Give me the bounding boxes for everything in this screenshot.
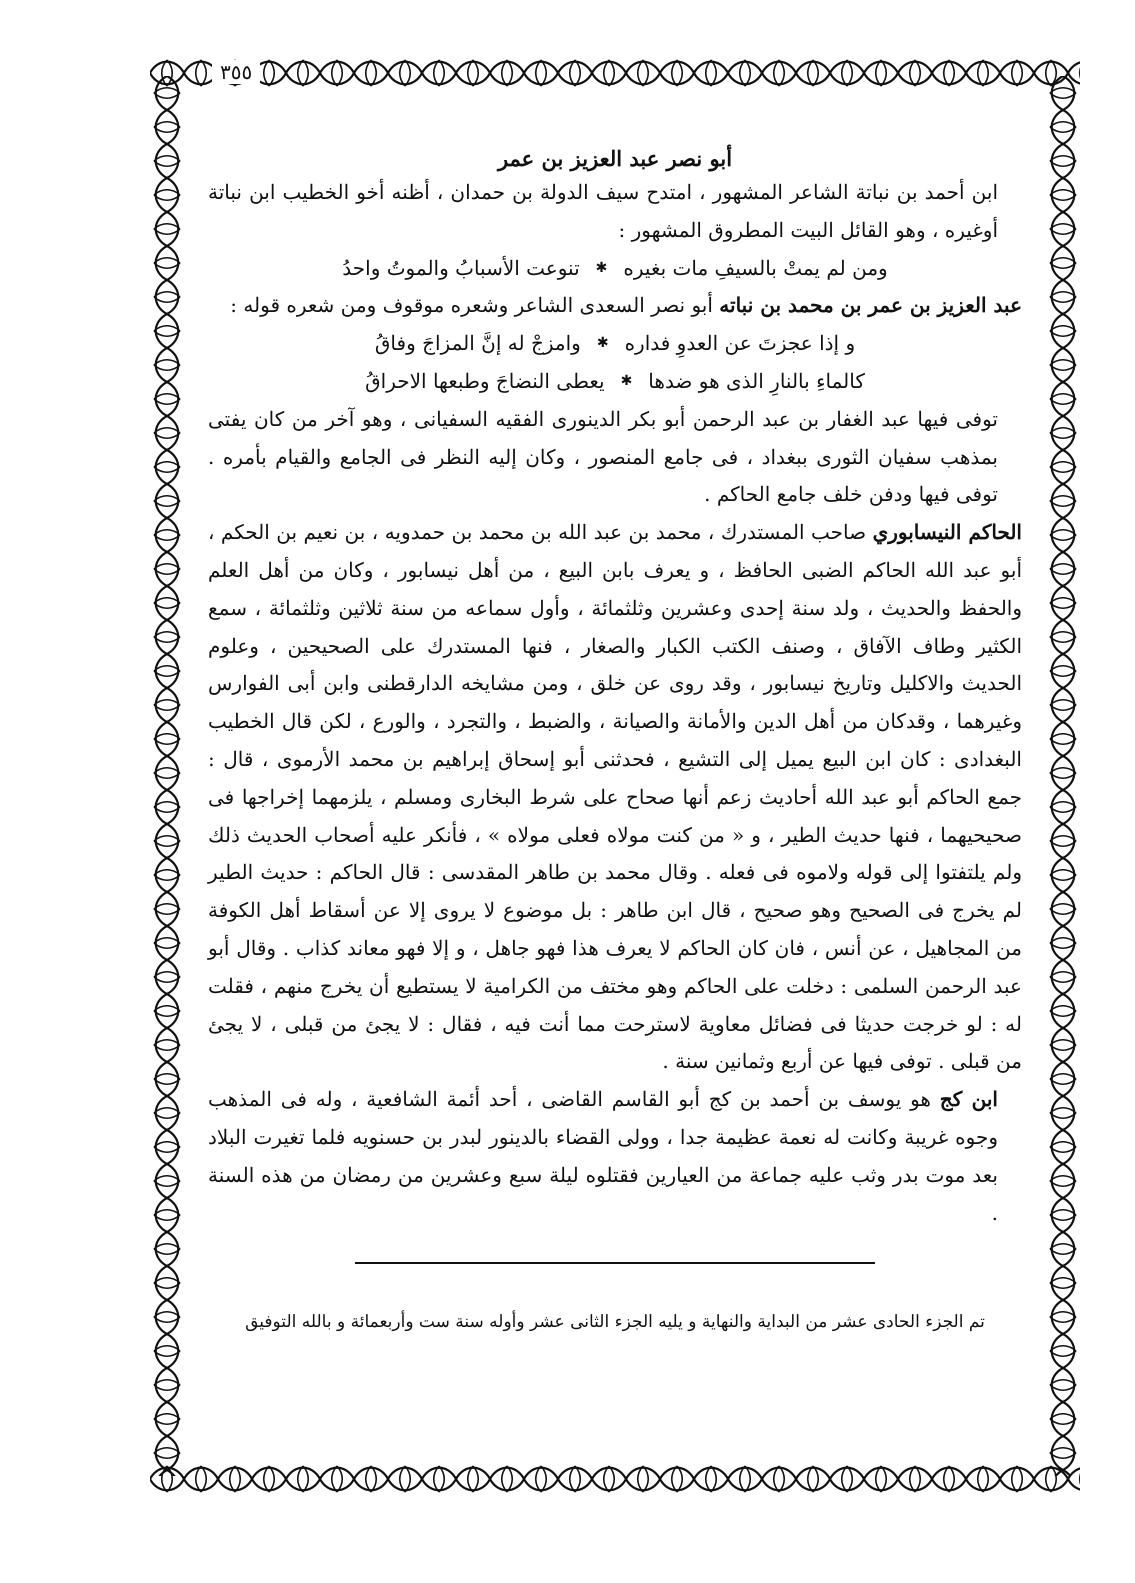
ornamental-border-left — [150, 76, 184, 1476]
paragraph-4-text: صاحب المستدرك ، محمد بن عبد الله بن محمد بن حمدويه ، بن نعيم بن الحكم ، أبو عبد الله الحاكم الضبى الحافظ ، و يعرف بابن البيع ، من أهل نيسابور ، وكان من أهل العلم والحفظ والحديث ، ولد سنة إحدى وعشرين وثلثمائة ، وأول سماعه من سنة ثلاثين وثلثمائة ، سمع الكثير وطاف الآفاق ، وصنف الكتب الكبار والصغار ، فنها المستدرك على الصحيحين ، وعلوم الحديث والاكليل وتاريخ نيسابور ، وقد روى عن خلق ، ومن مشايخه الدارقطنى وابن أبى الفوارس وغيرهما ، وقدكان من أهل الدين والأمانة والصيانة ، والضبط ، والتجرد ، والورع ، لكن قال الخطيب البغدادى : كان ابن البيع يميل إلى التشيع ، فحدثنى أبو إسحاق إبراهيم بن محمد الأرموى ، قال : جمع الحاكم أبو عبد الله أحاديث زعم أنها صحاح على شرط البخارى ومسلم ، يلزمهما إخراجها فى صحيحيهما ، فنها حديث الطير ، و « من كنت مولاه فعلى مولاه » ، فأنكر عليه أصحاب الحديث ذلك ولم يلتفتوا إلى قوله ولاموه فى فعله . وقال محمد بن طاهر المقدسى : قال الحاكم : حديث الطير لم يخرج فى الصحيح وهو صحيح ، قال ابن طاهر : بل موضوع لا يروى إلا عن أسقاط أهل الكوفة من المجاهيل ، عن أنس ، فان كان الحاكم لا يعرف هذا فهو جاهل ، و إلا فهو معاند كذاب . وقال أبو عبد الرحمن السلمى : دخلت على الحاكم وهو مختف من الكرامية لا يستطيع أن يخرج منهم ، فقلت له : لو خرجت حديثا فى فضائل معاوية لاسترحت مما أنت فيه ، فقال : لا يجئ من قبلى ، لا يجئ من قبلى . توفى فيها عن أربع وثمانين سنة . — [208, 520, 1023, 1074]
ornamental-border-bottom — [150, 1462, 1080, 1496]
entry-name-al-hakim: الحاكم النيسابوري — [872, 520, 1022, 545]
paragraph-4 — [208, 514, 1022, 1081]
entry-name-ibn-kajj: ابن كج — [939, 1087, 998, 1112]
ornamental-border-top — [150, 56, 1080, 90]
verse-2-hemistich-2: وامزجْ له إنَّ المزاجَ وفاقُ — [374, 331, 581, 356]
verse-separator-icon: ✱ — [620, 372, 633, 389]
paragraph-5 — [208, 1081, 1022, 1232]
verse-separator-icon: ✱ — [596, 335, 609, 352]
page-frame — [150, 56, 1080, 1496]
entry-title: أبو نصر عبد العزيز بن عمر — [497, 146, 733, 171]
verse-1 — [208, 250, 1022, 288]
verse-2 — [208, 325, 1022, 363]
ornamental-border-right — [1046, 76, 1080, 1476]
section-divider — [355, 1262, 875, 1264]
paragraph-2-text: أبو نصر السعدى الشاعر وشعره موقوف ومن شعره قوله : — [230, 293, 713, 318]
paragraph-3: توفى فيها عبد الغفار بن عبد الرحمن أبو بكر الدينورى الفقيه السفيانى ، وهو آخر من كان يفتى بمذهب سفيان الثورى ببغداد ، فى جامع المنصور ، وكان إليه النظر فى الجامع والقيام بأمره . توفى فيها ودفن خلف جامع الحاكم . — [208, 406, 998, 507]
verse-2-hemistich-1: و إذا عجزتَ عن العدوِ فداره — [624, 331, 856, 356]
verse-3-hemistich-1: كالماءِ بالنارِ الذى هو ضدها — [648, 368, 865, 393]
page-text — [208, 140, 1022, 1426]
entry-name-abd-al-aziz: عبد العزيز بن عمر بن محمد بن نباته — [719, 293, 1022, 318]
verse-3-hemistich-2: يعطى النضاجَ وطبعها الاحراقُ — [365, 368, 605, 393]
volume-colophon: تم الجزء الحادى عشر من البداية والنهاية و يليه الجزء الثانى عشر وأوله سنة ست وأربعمائة و بالله التوفيق — [245, 1312, 985, 1333]
verse-1-hemistich-1: ومن لم يمتْ بالسيفِ مات بغيره — [623, 255, 888, 280]
verse-1-hemistich-2: تنوعت الأسبابُ والموتُ واحدُ — [342, 255, 580, 280]
paragraph-2 — [208, 287, 1022, 325]
paragraph-1: ابن أحمد بن نباتة الشاعر المشهور ، امتدح سيف الدولة بن حمدان ، أظنه أخو الخطيب ابن نباتة أوغيره ، وهو القائل البيت المطروق المشهور : — [208, 180, 998, 242]
verse-3 — [208, 363, 1022, 401]
paragraph-5-text: هو يوسف بن أحمد بن كج أبو القاسم القاضى ، أحد أئمة الشافعية ، وله فى المذهب وجوه غريبة وكانت له نعمة عظيمة جدا ، وولى القضاء بالدينور لبدر بن حسنويه فلما تغيرت البلاد بعد موت بدر وثب عليه جماعة من العيارين فقتلوه ليلة سبع وعشرين من رمضان من هذه السنة . — [208, 1087, 998, 1225]
verse-separator-icon: ✱ — [595, 259, 608, 276]
page-number: ٣٥٥ — [212, 60, 260, 84]
